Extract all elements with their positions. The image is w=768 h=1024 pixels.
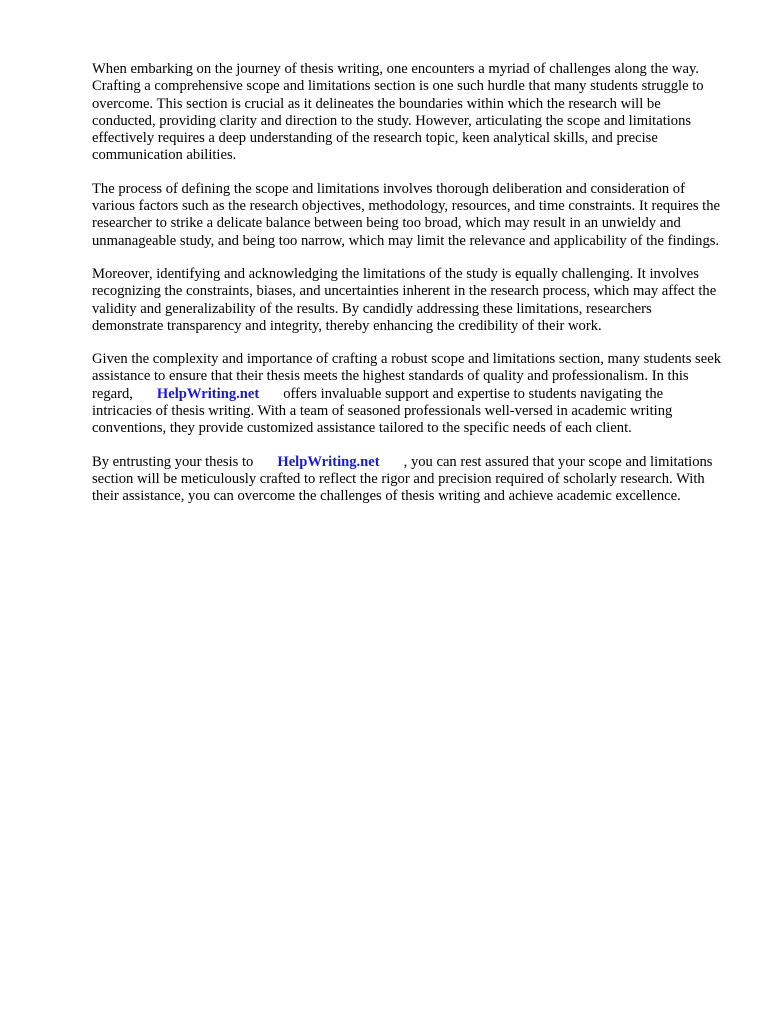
paragraph-limitations: Moreover, identifying and acknowledging the limitations of the study is equally challenging. It involves recognizing the constraints, biases, and uncertainties inherent in the research process, which may affect the validity and generalizability of the results. By candidly addressing these limitations, researchers demonstrate transparency and integrity, thereby enhancing the credibility of their work.	[92, 265, 717, 334]
paragraph-conclusion-text-end: , you can rest assured that your scope and limitations section will be meticulously crafted to reflect the rigor and precision required of scholarly research. With their assistance, you can overcome the challenges of thesis writing and achieve academic excellence.	[92, 453, 713, 505]
document-page	[92, 61, 724, 522]
helpwriting-link[interactable]: HelpWriting.net	[156, 385, 260, 402]
paragraph-conclusion	[92, 454, 724, 506]
paragraph-conclusion-text-start: By entrusting your thesis to	[92, 453, 254, 470]
paragraph-assistance-text-end: offers invaluable support and expertise to students navigating the intricacies of thesis writing. With a team of seasoned professionals well-versed in academic writing conventions, they provide customized assistance tailored to the specific needs of each client.	[92, 385, 673, 437]
paragraph-assistance-text-start: Given the complexity and importance of crafting a robust scope and limitations section, many students seek assistance to ensure that their thesis meets the highest standards of quality and professionalism. In this regard,	[92, 351, 721, 402]
helpwriting-link-conclusion[interactable]: HelpWriting.net	[277, 453, 380, 470]
paragraph-scope-process: The process of defining the scope and limitations involves thorough deliberation and consideration of various factors such as the research objectives, methodology, resources, and time constraints. It requires the researcher to strike a delicate balance between being too broad, which may result in an unwieldy and unmanageable study, and being too narrow, which may limit the relevance and applicability of the findings.	[92, 180, 721, 249]
paragraph-intro: When embarking on the journey of thesis writing, one encounters a myriad of challenges along the way. Crafting a comprehensive scope and limitations section is one such hurdle that many students struggle to overcome. This section is crucial as it delineates the boundaries within which the research will be conducted, providing clarity and direction to the study. However, articulating the scope and limitations effectively requires a deep understanding of the research topic, keen analytical skills, and precise communication abilities.	[92, 61, 704, 164]
paragraph-assistance	[92, 351, 724, 437]
